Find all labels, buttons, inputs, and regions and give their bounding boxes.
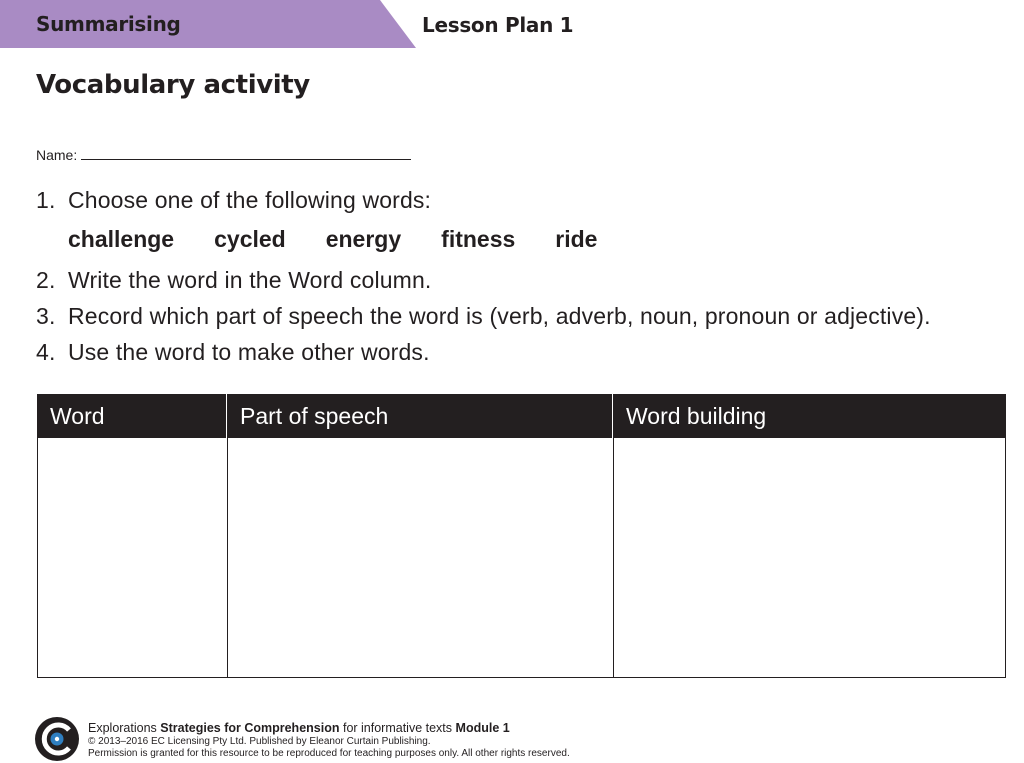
word-choice: energy — [325, 226, 402, 252]
instruction-text: Use the word to make other words. — [68, 339, 430, 365]
part-of-speech-cell[interactable] — [228, 438, 614, 677]
instruction-number: 3. — [36, 303, 56, 329]
table-header — [37, 394, 1006, 438]
publisher-logo-icon — [34, 716, 80, 762]
instruction-number: 1. — [36, 187, 56, 213]
instruction-text: Record which part of speech the word is (verb, adverb, noun, pronoun or adjective). — [68, 303, 931, 329]
word-cell[interactable] — [38, 438, 228, 677]
name-label: Name: — [36, 147, 78, 163]
column-header-word-building: Word building — [626, 403, 767, 429]
section-label: Summarising — [36, 12, 181, 36]
word-choice: challenge — [68, 226, 175, 252]
page-title: Vocabulary activity — [36, 70, 310, 100]
footer-permission: Permission is granted for this resource to be reproduced for teaching purposes only. All other rights reserved. — [88, 748, 570, 759]
instruction-number: 2. — [36, 267, 56, 293]
name-field[interactable] — [81, 145, 411, 160]
name-row — [36, 145, 411, 163]
instruction-number: 4. — [36, 339, 56, 365]
column-header-part-of-speech: Part of speech — [227, 394, 613, 438]
table-body — [37, 438, 1006, 678]
word-choices — [68, 225, 637, 253]
word-choice: cycled — [214, 226, 286, 252]
instruction-2 — [36, 266, 431, 294]
lesson-plan-label: Lesson Plan 1 — [422, 13, 574, 37]
word-choice: fitness — [441, 226, 516, 252]
word-choice: ride — [555, 226, 598, 252]
instruction-4 — [36, 338, 430, 366]
footer — [88, 720, 570, 760]
instruction-3 — [36, 302, 931, 330]
word-building-cell[interactable] — [614, 438, 1006, 677]
footer-copyright: © 2013–2016 EC Licensing Pty Ltd. Published by Eleanor Curtain Publishing. — [88, 736, 431, 747]
instruction-text: Choose one of the following words: — [68, 187, 432, 213]
column-header-word: Word — [37, 394, 227, 438]
instruction-1 — [36, 186, 431, 214]
instruction-text: Write the word in the Word column. — [68, 267, 432, 293]
footer-title: Explorations Strategies for Comprehension for informative texts Module 1 — [88, 721, 510, 735]
